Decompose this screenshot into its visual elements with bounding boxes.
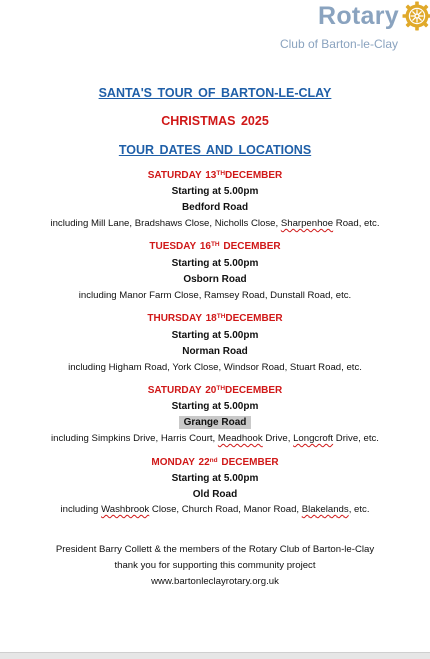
- rotary-logo-subtitle: Club of Barton-le-Clay: [280, 37, 398, 51]
- tour-time-1: Starting at 5.00pm: [0, 186, 430, 197]
- tour-including-1: including Mill Lane, Bradshaws Close, Nicholls Close, Sharpenhoe Road, etc.: [0, 218, 430, 229]
- tour-time-4: Starting at 5.00pm: [0, 401, 430, 412]
- tour-day-5: MONDAY 22nd DECEMBER: [0, 457, 430, 468]
- christmas-subtitle: CHRISTMAS 2025: [0, 114, 430, 128]
- rotary-wheel-icon: [402, 1, 430, 31]
- tour-time-2: Starting at 5.00pm: [0, 258, 430, 269]
- footer-website: www.bartonleclayrotary.org.uk: [0, 576, 430, 587]
- section-heading: TOUR DATES AND LOCATIONS: [0, 143, 430, 157]
- tour-time-5: Starting at 5.00pm: [0, 473, 430, 484]
- tour-road-3: Norman Road: [0, 346, 430, 357]
- tour-road-1: Bedford Road: [0, 202, 430, 213]
- tour-day-3: THURSDAY 18THDECEMBER: [0, 313, 430, 324]
- footer-thanks-line: President Barry Collett & the members of the Rotary Club of Barton-le-Clay: [0, 544, 430, 555]
- rotary-logo-name: Rotary: [318, 2, 399, 30]
- tour-title: SANTA'S TOUR OF BARTON-LE-CLAY: [0, 86, 430, 100]
- tour-day-2: TUESDAY 16TH DECEMBER: [0, 241, 430, 252]
- tour-including-2: including Manor Farm Close, Ramsey Road, Dunstall Road, etc.: [0, 290, 430, 301]
- tour-time-3: Starting at 5.00pm: [0, 330, 430, 341]
- tour-road-5: Old Road: [0, 489, 430, 500]
- tour-including-4: including Simpkins Drive, Harris Court, Meadhook Drive, Longcroft Drive, etc.: [0, 433, 430, 444]
- tour-including-3: including Higham Road, York Close, Windsor Road, Stuart Road, etc.: [0, 362, 430, 373]
- tour-day-4: SATURDAY 20THDECEMBER: [0, 385, 430, 396]
- tour-road-4: [0, 417, 430, 428]
- tour-road-2: Osborn Road: [0, 274, 430, 285]
- selected-text-highlight: Grange Road: [179, 416, 252, 429]
- tour-day-1: SATURDAY 13THDECEMBER: [0, 170, 430, 181]
- tour-including-5: including Washbrook Close, Church Road, Manor Road, Blakelands, etc.: [0, 504, 430, 515]
- footer-support-line: thank you for supporting this community project: [0, 560, 430, 571]
